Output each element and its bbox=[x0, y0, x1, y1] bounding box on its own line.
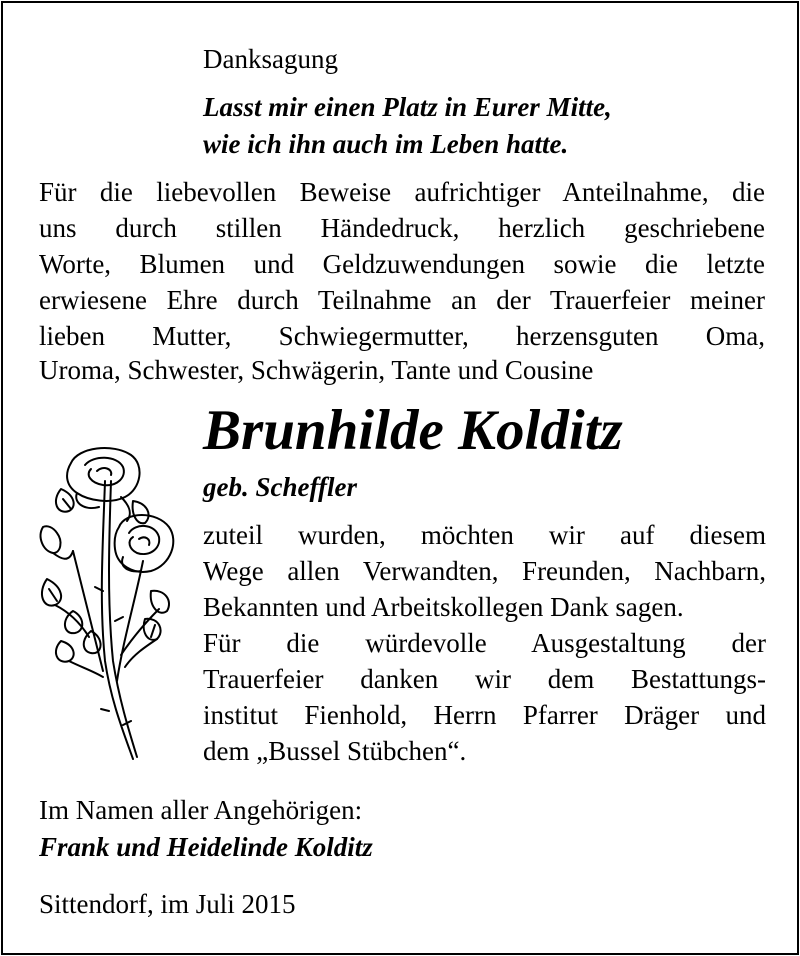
thanks-line-5: Trauerfeier danken wir dem Bestattungs- bbox=[203, 664, 766, 694]
motto-line-2: wie ich ihn auch im Leben hatte. bbox=[203, 129, 569, 159]
intro-line-1: Für die liebevollen Beweise aufrichtiger Anteilnahme, die bbox=[39, 177, 765, 207]
intro-line-4: erwiesene Ehre durch Teilnahme an der Trauerfeier meiner bbox=[39, 285, 765, 315]
rose-icon bbox=[33, 441, 183, 761]
intro-line-5: lieben Mutter, Schwiegermutter, herzensguten Oma, bbox=[39, 321, 765, 351]
heading: Danksagung bbox=[203, 44, 338, 74]
death-notice-card bbox=[1, 1, 799, 955]
thanks-line-1: zuteil wurden, möchten wir auf diesem bbox=[203, 520, 766, 550]
thanks-line-3: Bekannten und Arbeitskollegen Dank sagen. bbox=[203, 592, 684, 622]
on-behalf-line: Im Namen aller Angehörigen: bbox=[39, 795, 363, 825]
intro-line-6: Uroma, Schwester, Schwägerin, Tante und Cousine bbox=[39, 355, 594, 385]
intro-line-3: Worte, Blumen und Geldzuwendungen sowie die letzte bbox=[39, 249, 765, 279]
thanks-line-7: dem „Bussel Stübchen“. bbox=[203, 736, 467, 766]
thanks-line-6: institut Fienhold, Herrn Pfarrer Dräger und bbox=[203, 700, 766, 730]
intro-line-2: uns durch stillen Händedruck, herzlich geschriebene bbox=[39, 213, 765, 243]
place-date: Sittendorf, im Juli 2015 bbox=[39, 889, 296, 919]
birth-name: geb. Scheffler bbox=[203, 472, 357, 502]
deceased-name: Brunhilde Kolditz bbox=[203, 399, 623, 462]
thanks-line-2: Wege allen Verwandten, Freunden, Nachbarn, bbox=[203, 556, 766, 586]
signers: Frank und Heidelinde Kolditz bbox=[39, 832, 373, 862]
thanks-line-4: Für die würdevolle Ausgestaltung der bbox=[203, 628, 766, 658]
motto-line-1: Lasst mir einen Platz in Eurer Mitte, bbox=[203, 92, 612, 122]
